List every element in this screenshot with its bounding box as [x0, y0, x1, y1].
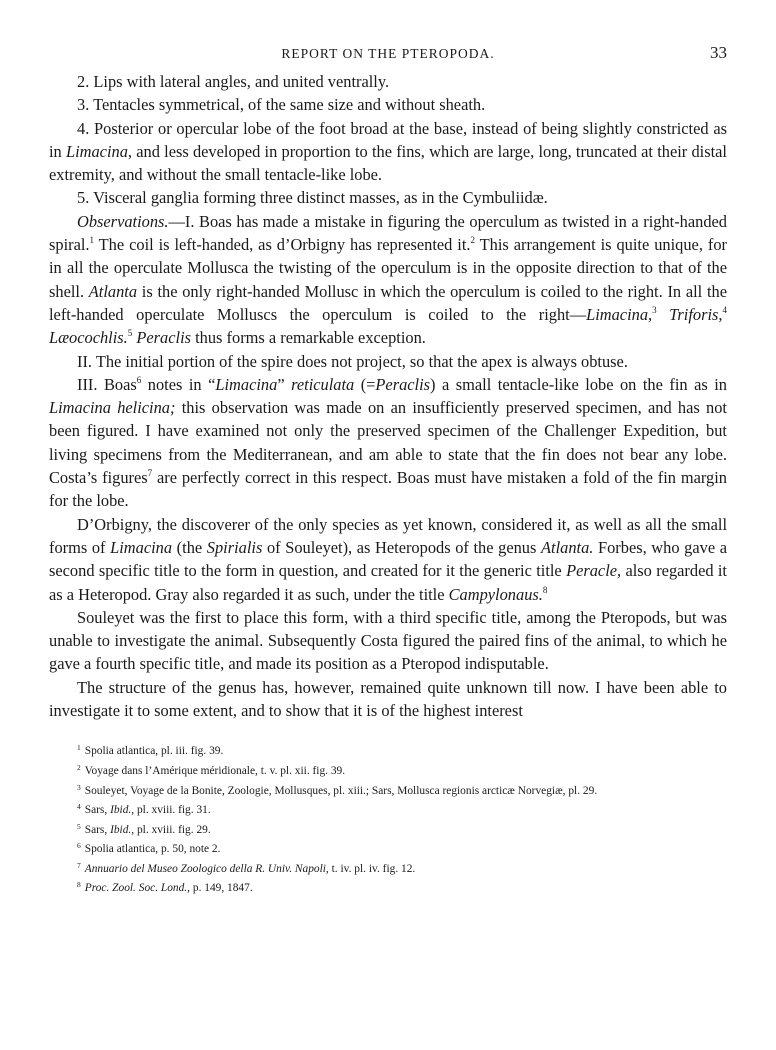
italic-text: Limacina: [110, 537, 173, 557]
text-run: (the: [172, 537, 207, 557]
footnote-text: [85, 863, 416, 875]
footnote-4: [49, 799, 727, 819]
text-run: 5. Visceral ganglia forming three distinct masses, as in the Cymbuliidæ.: [77, 188, 548, 208]
footnote-mark: 2: [77, 762, 81, 772]
italic-text: Limacina: [65, 141, 128, 161]
text-run: Forbes, who gave a second specific title to the form in question, and created for it the generic title: [49, 537, 727, 581]
footnote-text: [85, 804, 211, 816]
italic-text: Atlanta.: [541, 537, 594, 557]
text-run: II. The initial portion of the spire does not project, so that the apex is always obtuse.: [77, 351, 628, 371]
footnote-mark: 7: [77, 860, 81, 870]
footnotes: [49, 740, 727, 897]
italic-text: reticulata: [291, 374, 355, 394]
text-run: 4. Posterior or opercular lobe of the foot broad at the base, instead of being slightly constricted as in: [49, 118, 727, 161]
text-run: is the only right-handed Mollusc in which the operculum is coiled to the right. In all the left-handed operculate Molluscs the operculum is coiled to the right—: [49, 281, 727, 324]
text-run: are perfectly correct in this respect. Boas must have mistaken a fold of the fin margin for the lobe.: [49, 468, 727, 511]
footnote-6: [49, 838, 727, 858]
footnote-mark: 1: [77, 743, 81, 753]
footnote-reference: 2: [470, 235, 476, 246]
italic-text: Peraclis: [375, 374, 431, 394]
paragraph-history-dorbigny: [49, 513, 727, 606]
text-run: The structure of the genus has, however, remained quite unknown till now. I have been able to investigate it to some extent, and to show that it is of the highest interest: [49, 677, 727, 721]
text-run: t. iv. pl. iv. fig. 12.: [328, 862, 416, 875]
paragraph-observations-2: [49, 350, 727, 373]
text-run: Souleyet was the first to place this form, with a third specific title, among the Pteropods, but was unable to investigate the animal. Subsequently Costa figured the paired fins of the animal, to which he gave a fourth specific title, and made its position as a Pteropod indisputable.: [49, 607, 727, 674]
text-run: of Souleyet), as Heteropods of the genus: [262, 537, 541, 557]
body-text: [49, 70, 727, 722]
italic-text: Peraclis: [136, 328, 192, 348]
footnote-1: [49, 740, 727, 760]
text-run: this observation was made on an insufficiently preserved specimen, and has not been figured. I have examined not only the preserved specimen of the Challenger Expedition, but living specimens from the Mediterranean, and am able to state that the fin does not bear any lobe. Costa’s figures: [49, 398, 727, 488]
italic-text: Limacina,: [586, 304, 653, 324]
text-run: Souleyet, Voyage de la Bonite, Zoologie, Mollusques, pl. xiii.; Sars, Mollusca regionis arcticæ Norvegiæ, pl. 29.: [84, 784, 598, 797]
italic-text: Annuario del Museo Zoologico della R. Univ. Napoli,: [84, 862, 329, 875]
footnote-text: [85, 882, 253, 894]
footnote-text: [85, 745, 224, 757]
footnote-reference: 6: [136, 374, 142, 385]
footnote-2: [49, 760, 727, 780]
text-run: Sars,: [84, 823, 111, 836]
italic-text: Limacina helicina;: [49, 398, 176, 418]
text-run: (=: [354, 374, 376, 394]
text-run: also regarded it as a Heteropod. Gray also regarded it as such, under the title: [49, 561, 727, 604]
footnote-reference: 5: [127, 328, 133, 339]
text-run: , pl. xviii. fig. 29.: [131, 823, 211, 836]
running-title: REPORT ON THE PTEROPODA.: [281, 46, 495, 61]
text-run: The coil is left-handed, as d’Orbigny has represented it.: [94, 235, 471, 255]
italic-text: Peracle,: [566, 561, 622, 581]
text-run: , and less developed in proportion to the fins, which are large, long, truncated at their distal extremity, and without the small tentacle-like lobe.: [49, 141, 727, 185]
footnote-mark: 5: [77, 821, 81, 831]
footnote-mark: 4: [77, 802, 81, 812]
footnote-text: [85, 824, 211, 836]
text-run: ”: [277, 374, 292, 394]
paragraph-item-5: [49, 186, 727, 209]
italic-text: Ibid.: [110, 804, 132, 817]
italic-text: Triforis,: [669, 304, 723, 324]
text-run: , p. 149, 1847.: [187, 882, 253, 895]
text-run: [657, 305, 670, 324]
paragraph-observations-3: [49, 373, 727, 513]
italic-text: Proc. Zool. Soc. Lond.: [84, 882, 188, 895]
text-run: III. Boas: [77, 374, 137, 394]
footnote-reference: 3: [652, 304, 657, 315]
footnote-5: [49, 819, 727, 839]
paragraph-structure: [49, 676, 727, 723]
footnote-text: [85, 843, 221, 855]
text-run: Spolia atlantica, p. 50, note 2.: [84, 843, 221, 856]
italic-text: Observations.: [77, 211, 169, 231]
text-run: 2. Lips with lateral angles, and united ventrally.: [77, 72, 390, 91]
footnote-3: [49, 780, 727, 800]
text-run: Voyage dans l’Amérique méridionale, t. v. pl. xii. fig. 39.: [84, 764, 346, 777]
italic-text: Campylonaus.: [448, 584, 543, 604]
italic-text: Ibid.: [110, 823, 132, 836]
footnote-text: [85, 785, 597, 797]
page-number: 33: [710, 43, 727, 62]
paragraph-history-souleyet: [49, 606, 727, 676]
text-run: —I. Boas has made a mistake in figuring the operculum as twisted in a right-handed spiral.: [49, 211, 727, 255]
italic-text: Limacina: [215, 374, 278, 394]
footnote-reference: 4: [722, 304, 727, 315]
text-run: Sars,: [84, 804, 111, 817]
running-header: [49, 40, 727, 70]
footnote-8: [49, 877, 727, 897]
italic-text: Læocochlis.: [49, 328, 128, 348]
footnote-reference: 7: [147, 468, 153, 479]
footnote-mark: 6: [77, 841, 81, 851]
page: [49, 40, 727, 897]
text-run: This arrangement is quite unique, for in all the operculate Mollusca the twisting of the operculum is in the opposite direction to that of the shell.: [49, 235, 727, 301]
text-run: thus forms a remarkable exception.: [191, 328, 426, 348]
text-run: notes in “: [141, 374, 216, 394]
paragraph-observations-1: [49, 210, 727, 350]
italic-text: Atlanta: [88, 281, 138, 301]
paragraph-item-3: [49, 93, 727, 116]
italic-text: Spirialis: [206, 537, 263, 557]
footnote-reference: 8: [542, 584, 548, 595]
footnote-7: [49, 858, 727, 878]
footnote-mark: 3: [77, 782, 81, 792]
text-run: 3. Tentacles symmetrical, of the same size and without sheath.: [77, 95, 486, 115]
footnote-mark: 8: [77, 880, 81, 890]
text-run: , pl. xviii. fig. 31.: [131, 804, 211, 817]
text-run: D’Orbigny, the discoverer of the only species as yet known, considered it, as well as all the small forms of: [49, 514, 727, 557]
paragraph-item-2: [49, 70, 727, 93]
footnote-text: [85, 765, 345, 777]
footnote-reference: 1: [89, 235, 95, 246]
text-run: Spolia atlantica, pl. iii. fig. 39.: [84, 745, 224, 758]
paragraph-item-4: [49, 117, 727, 187]
text-run: ) a small tentacle-like lobe on the fin as in: [430, 374, 727, 394]
